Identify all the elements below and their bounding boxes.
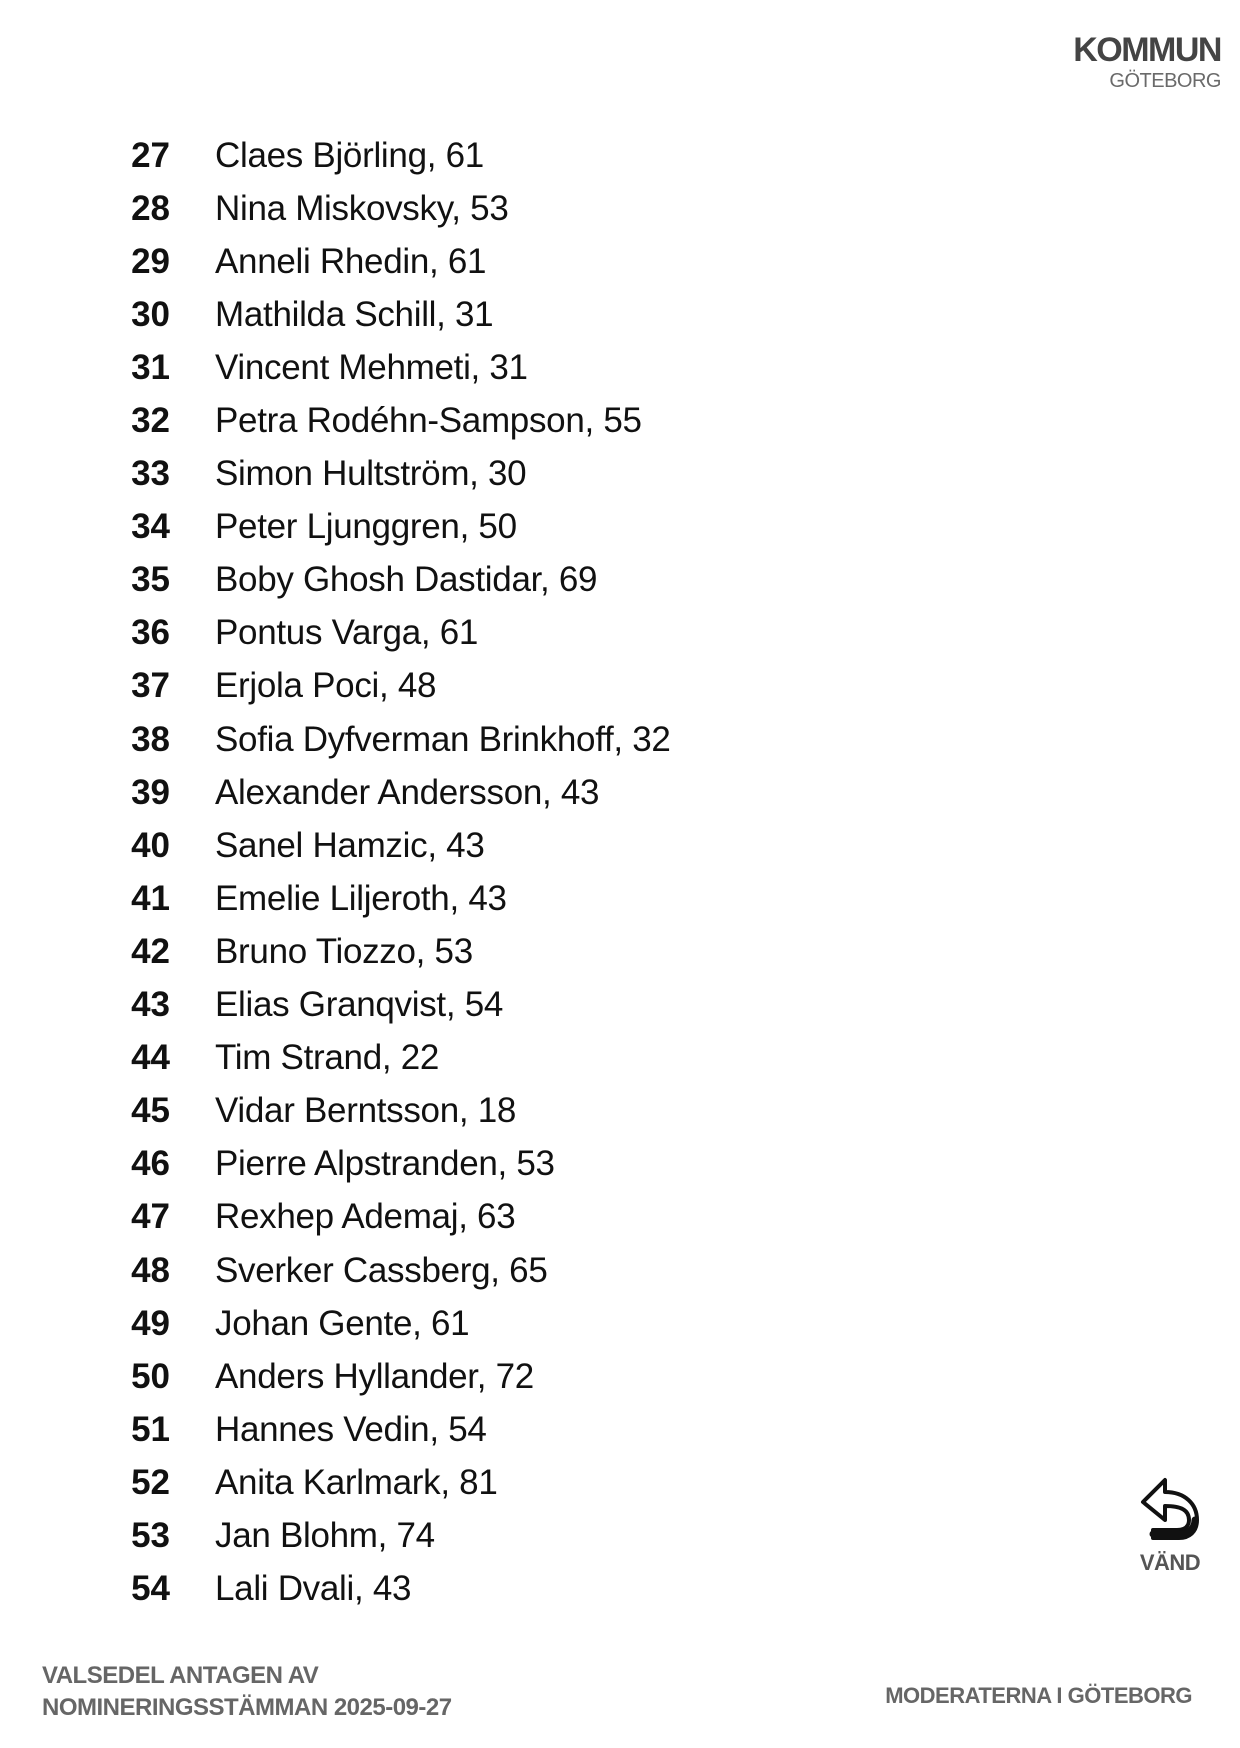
- candidate-row: [0, 766, 800, 819]
- candidate-row: [0, 554, 800, 607]
- party-name: MODERATERNA I GÖTEBORG: [885, 1683, 1192, 1708]
- candidate-name: Vidar Berntsson, 18: [215, 1091, 517, 1131]
- flip-indicator: [1120, 1476, 1220, 1576]
- candidate-number: 30: [131, 294, 170, 334]
- ballot-approval-note: [42, 1660, 452, 1724]
- candidate-row: [0, 925, 800, 978]
- candidate-number: 37: [131, 666, 170, 706]
- candidate-number: 31: [131, 347, 170, 387]
- candidate-row: [0, 129, 800, 182]
- candidate-row: [0, 288, 800, 341]
- candidate-name: Mathilda Schill, 31: [215, 294, 494, 334]
- candidate-number: 51: [131, 1409, 170, 1449]
- candidate-row: [0, 182, 800, 235]
- candidate-row: [0, 235, 800, 288]
- candidate-name: Sverker Cassberg, 65: [215, 1250, 548, 1290]
- candidate-number: 32: [131, 401, 170, 441]
- candidate-name: Tim Strand, 22: [215, 1038, 440, 1078]
- candidate-number: 50: [131, 1356, 170, 1396]
- candidate-name: Petra Rodéhn-Sampson, 55: [215, 401, 642, 441]
- candidate-name: Pierre Alpstranden, 53: [215, 1144, 555, 1184]
- candidate-row: [0, 1032, 800, 1085]
- candidate-row: [0, 1350, 800, 1403]
- candidate-name: Rexhep Ademaj, 63: [215, 1197, 516, 1237]
- candidate-row: [0, 1138, 800, 1191]
- candidate-number: 47: [131, 1197, 170, 1237]
- candidate-name: Bruno Tiozzo, 53: [215, 931, 473, 971]
- candidate-name: Claes Björling, 61: [215, 135, 484, 175]
- candidate-name: Lali Dvali, 43: [215, 1569, 412, 1609]
- ballot-type-title: KOMMUN: [1073, 31, 1221, 69]
- candidate-number: 41: [131, 878, 170, 918]
- candidate-number: 38: [131, 719, 170, 759]
- candidate-row: [0, 872, 800, 925]
- candidate-name: Sanel Hamzic, 43: [215, 825, 485, 865]
- candidate-number: 53: [131, 1515, 170, 1555]
- candidate-number: 52: [131, 1462, 170, 1502]
- candidate-row: [0, 660, 800, 713]
- candidate-name: Anders Hyllander, 72: [215, 1356, 534, 1396]
- candidate-name: Anita Karlmark, 81: [215, 1462, 498, 1502]
- candidate-name: Emelie Liljeroth, 43: [215, 878, 507, 918]
- candidate-row: [0, 1191, 800, 1244]
- candidate-number: 29: [131, 241, 170, 281]
- candidate-row: [0, 1244, 800, 1297]
- candidate-row: [0, 1456, 800, 1509]
- candidate-row: [0, 1509, 800, 1562]
- candidate-name: Jan Blohm, 74: [215, 1515, 435, 1555]
- candidate-row: [0, 501, 800, 554]
- candidate-name: Nina Miskovsky, 53: [215, 188, 509, 228]
- candidate-name: Boby Ghosh Dastidar, 69: [215, 560, 598, 600]
- candidate-number: 40: [131, 825, 170, 865]
- candidate-row: [0, 1297, 800, 1350]
- candidate-name: Elias Granqvist, 54: [215, 985, 504, 1025]
- flip-label: VÄND: [1139, 1550, 1201, 1575]
- candidate-list: [0, 129, 800, 1616]
- municipality-name: GÖTEBORG: [1109, 70, 1221, 92]
- ballot-header: [1073, 30, 1221, 92]
- candidate-number: 39: [131, 772, 170, 812]
- candidate-name: Alexander Andersson, 43: [215, 772, 600, 812]
- candidate-row: [0, 1403, 800, 1456]
- candidate-name: Vincent Mehmeti, 31: [215, 347, 528, 387]
- candidate-number: 34: [131, 507, 170, 547]
- candidate-number: 35: [131, 560, 170, 600]
- candidate-name: Simon Hultström, 30: [215, 454, 527, 494]
- candidate-name: Anneli Rhedin, 61: [215, 241, 487, 281]
- approval-line-1: VALSEDEL ANTAGEN AV: [42, 1662, 319, 1689]
- candidate-row: [0, 1563, 800, 1616]
- candidate-row: [0, 1085, 800, 1138]
- candidate-number: 43: [131, 985, 170, 1025]
- candidate-number: 48: [131, 1250, 170, 1290]
- candidate-number: 49: [131, 1303, 170, 1343]
- candidate-number: 27: [131, 135, 170, 175]
- curved-arrow-back-icon: [1139, 1476, 1201, 1542]
- candidate-row: [0, 394, 800, 447]
- candidate-number: 33: [131, 454, 170, 494]
- candidate-name: Erjola Poci, 48: [215, 666, 437, 706]
- candidate-name: Johan Gente, 61: [215, 1303, 470, 1343]
- candidate-row: [0, 713, 800, 766]
- candidate-name: Pontus Varga, 61: [215, 613, 479, 653]
- candidate-row: [0, 979, 800, 1032]
- candidate-number: 42: [131, 931, 170, 971]
- candidate-number: 46: [131, 1144, 170, 1184]
- candidate-row: [0, 607, 800, 660]
- candidate-name: Sofia Dyfverman Brinkhoff, 32: [215, 719, 671, 759]
- candidate-number: 28: [131, 188, 170, 228]
- candidate-number: 45: [131, 1091, 170, 1131]
- candidate-name: Hannes Vedin, 54: [215, 1409, 487, 1449]
- candidate-number: 54: [131, 1569, 170, 1609]
- candidate-row: [0, 448, 800, 501]
- candidate-name: Peter Ljunggren, 50: [215, 507, 517, 547]
- approval-line-2: NOMINERINGSSTÄMMAN 2025-09-27: [42, 1694, 452, 1721]
- candidate-row: [0, 341, 800, 394]
- candidate-row: [0, 819, 800, 872]
- candidate-number: 44: [131, 1038, 170, 1078]
- candidate-number: 36: [131, 613, 170, 653]
